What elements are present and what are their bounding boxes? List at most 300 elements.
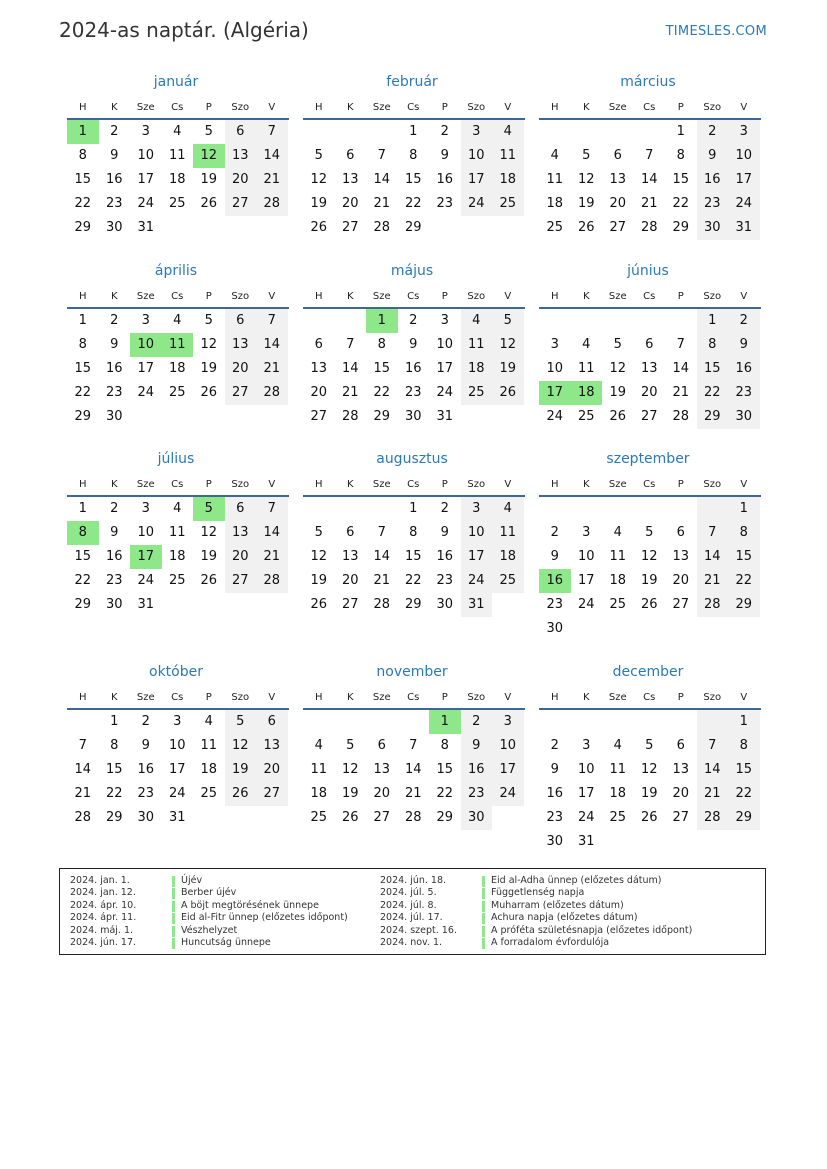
day-cell: 30: [404, 409, 422, 424]
day-cell: 6: [256, 710, 288, 734]
day-cell: 4: [461, 309, 493, 333]
empty-cell: [697, 617, 729, 641]
day-cell: 13: [672, 762, 690, 777]
day-cell: 23: [697, 192, 729, 216]
empty-cell: [303, 497, 335, 521]
legend-marker: [172, 888, 175, 899]
day-cell: 21: [256, 357, 288, 381]
day-cell: 22: [436, 786, 454, 801]
weekday-label: Cs: [171, 478, 184, 490]
weekday-label: Sze: [136, 101, 155, 113]
weekday-label: H: [314, 478, 323, 490]
day-cell: 25: [546, 220, 564, 235]
day-cell: 29: [105, 810, 123, 825]
day-cell: 29: [74, 409, 92, 424]
weekday-label: Szo: [231, 478, 250, 490]
day-cell: 19: [640, 573, 658, 588]
day-cell: 20: [672, 786, 690, 801]
day-cell: 9: [550, 549, 559, 564]
day-cell: 16: [728, 357, 760, 381]
empty-cell: [335, 309, 367, 333]
empty-cell: [571, 309, 603, 333]
day-cell: 11: [200, 738, 218, 753]
day-cell: 7: [697, 734, 729, 758]
weekday-label: K: [346, 691, 354, 703]
empty-cell: [335, 497, 367, 521]
weekday-label: P: [677, 478, 684, 490]
day-grid: [67, 120, 289, 240]
weekday-label: H: [78, 101, 87, 113]
day-cell: 12: [640, 762, 658, 777]
legend-marker: [482, 926, 485, 937]
empty-cell: [492, 593, 524, 617]
empty-cell: [539, 309, 571, 333]
empty-cell: [697, 497, 729, 521]
weekday-label: Szo: [231, 691, 250, 703]
day-cell: 21: [373, 196, 391, 211]
legend-column-right: [380, 875, 692, 949]
day-cell: 18: [168, 361, 186, 376]
day-cell: 14: [256, 144, 288, 168]
weekday-label: Szo: [467, 101, 486, 113]
day-cell: 30: [105, 409, 123, 424]
day-cell: 23: [105, 385, 123, 400]
day-cell: 20: [225, 357, 257, 381]
day-cell: 16: [105, 172, 123, 187]
day-cell: 17: [539, 381, 571, 405]
day-cell: 5: [204, 124, 213, 139]
day-cell: 5: [613, 337, 622, 352]
month-name: február: [386, 74, 438, 90]
day-cell: 12: [492, 333, 524, 357]
legend-marker: [482, 876, 485, 887]
day-cell: 17: [137, 172, 155, 187]
day-cell: 14: [74, 762, 92, 777]
day-cell: 30: [546, 621, 564, 636]
day-cell: 19: [577, 196, 595, 211]
day-grid: [539, 497, 761, 641]
day-cell: 13: [341, 549, 359, 564]
day-cell: 21: [404, 786, 422, 801]
day-cell: 5: [645, 525, 654, 540]
month-name: december: [612, 664, 684, 680]
legend-item: [380, 887, 692, 899]
day-cell: 25: [609, 810, 627, 825]
day-cell: 14: [640, 172, 658, 187]
day-cell: 14: [404, 762, 422, 777]
day-cell: 3: [728, 120, 760, 144]
day-cell: 27: [672, 810, 690, 825]
day-cell: 5: [314, 525, 323, 540]
weekday-label: V: [268, 290, 276, 302]
day-cell: 24: [137, 196, 155, 211]
empty-cell: [256, 216, 288, 240]
day-cell: 25: [168, 385, 186, 400]
weekday-label: Cs: [407, 691, 420, 703]
empty-cell: [728, 617, 760, 641]
weekday-label: P: [205, 101, 212, 113]
weekday-label: V: [740, 478, 748, 490]
day-cell: 1: [676, 124, 685, 139]
month-4: [303, 261, 525, 429]
day-cell: 28: [256, 381, 288, 405]
day-cell: 22: [74, 573, 92, 588]
day-cell: 27: [609, 220, 627, 235]
day-grid: [303, 309, 525, 429]
day-cell: 12: [640, 549, 658, 564]
empty-cell: [162, 216, 194, 240]
day-cell: 17: [137, 361, 155, 376]
day-cell: 26: [341, 810, 359, 825]
day-cell: 17: [168, 762, 186, 777]
day-cell: 1: [110, 714, 119, 729]
day-cell: 19: [609, 385, 627, 400]
legend-name: Muharram (előzetes dátum): [491, 899, 624, 911]
day-cell: 3: [461, 120, 493, 144]
day-cell: 15: [404, 172, 422, 187]
day-grid: [303, 710, 525, 830]
legend-date: 2024. jan. 12.: [70, 887, 136, 899]
day-cell: 12: [200, 337, 218, 352]
day-cell: 29: [672, 220, 690, 235]
day-cell: 7: [645, 148, 654, 163]
weekday-label: K: [346, 478, 354, 490]
month-6: [67, 449, 289, 617]
day-cell: 1: [78, 501, 87, 516]
day-cell: 28: [256, 192, 288, 216]
day-cell: 1: [429, 710, 461, 734]
weekday-label: Cs: [407, 478, 420, 490]
weekday-label: Sze: [372, 691, 391, 703]
legend-item: [380, 875, 692, 887]
empty-cell: [366, 497, 398, 521]
empty-cell: [634, 830, 666, 854]
legend-item: [70, 875, 348, 887]
day-cell: 1: [67, 120, 99, 144]
legend-item: [380, 937, 692, 949]
day-cell: 23: [546, 597, 564, 612]
weekday-label: H: [314, 691, 323, 703]
day-cell: 5: [225, 710, 257, 734]
weekday-header: [539, 96, 761, 120]
day-cell: 6: [645, 337, 654, 352]
day-cell: 5: [582, 148, 591, 163]
month-name: augusztus: [376, 451, 448, 467]
day-cell: 23: [105, 196, 123, 211]
day-cell: 16: [546, 786, 564, 801]
day-cell: 19: [640, 786, 658, 801]
day-cell: 9: [461, 734, 493, 758]
day-cell: 16: [461, 758, 493, 782]
day-cell: 30: [436, 597, 454, 612]
day-cell: 28: [640, 220, 658, 235]
day-cell: 17: [577, 786, 595, 801]
day-cell: 18: [461, 357, 493, 381]
weekday-header: [303, 285, 525, 309]
day-cell: 3: [141, 124, 150, 139]
day-cell: 9: [440, 148, 449, 163]
empty-cell: [429, 216, 461, 240]
day-cell: 13: [310, 361, 328, 376]
legend-date: 2024. nov. 1.: [380, 936, 443, 948]
day-cell: 9: [110, 337, 119, 352]
day-cell: 8: [440, 738, 449, 753]
legend-date: 2024. jún. 18.: [380, 875, 447, 886]
weekday-label: P: [441, 478, 448, 490]
day-cell: 24: [577, 810, 595, 825]
empty-cell: [634, 120, 666, 144]
day-cell: 17: [461, 545, 493, 569]
day-cell: 14: [697, 545, 729, 569]
day-cell: 12: [609, 361, 627, 376]
day-cell: 6: [613, 148, 622, 163]
day-cell: 3: [582, 738, 591, 753]
day-cell: 3: [461, 497, 493, 521]
day-cell: 9: [697, 144, 729, 168]
day-cell: 26: [609, 409, 627, 424]
empty-cell: [665, 710, 697, 734]
day-cell: 6: [225, 309, 257, 333]
day-cell: 16: [105, 549, 123, 564]
weekday-label: Cs: [643, 101, 656, 113]
day-cell: 3: [440, 313, 449, 328]
day-cell: 13: [225, 521, 257, 545]
day-cell: 22: [697, 381, 729, 405]
day-cell: 18: [168, 549, 186, 564]
day-cell: 25: [168, 196, 186, 211]
empty-cell: [67, 710, 99, 734]
empty-cell: [225, 593, 257, 617]
day-cell: 18: [609, 786, 627, 801]
weekday-label: V: [268, 691, 276, 703]
empty-cell: [602, 617, 634, 641]
day-cell: 9: [110, 525, 119, 540]
day-cell: 13: [640, 361, 658, 376]
day-cell: 4: [173, 501, 182, 516]
month-name: november: [376, 664, 448, 680]
day-cell: 21: [74, 786, 92, 801]
day-cell: 7: [78, 738, 87, 753]
day-cell: 19: [200, 172, 218, 187]
day-cell: 12: [310, 172, 328, 187]
month-name: március: [620, 74, 676, 90]
day-cell: 21: [256, 168, 288, 192]
empty-cell: [665, 830, 697, 854]
day-cell: 5: [204, 313, 213, 328]
legend-date: 2024. máj. 1.: [70, 924, 134, 936]
day-cell: 10: [546, 361, 564, 376]
weekday-label: Sze: [608, 478, 627, 490]
day-cell: 25: [168, 573, 186, 588]
day-cell: 10: [137, 525, 155, 540]
weekday-label: K: [110, 101, 118, 113]
weekday-label: Sze: [136, 478, 155, 490]
day-cell: 9: [440, 525, 449, 540]
day-cell: 16: [137, 762, 155, 777]
day-cell: 16: [697, 168, 729, 192]
legend-marker: [172, 901, 175, 912]
day-cell: 14: [373, 172, 391, 187]
month-name: január: [153, 74, 199, 90]
day-cell: 23: [461, 782, 493, 806]
day-cell: 21: [697, 782, 729, 806]
empty-cell: [728, 830, 760, 854]
day-cell: 31: [728, 216, 760, 240]
empty-cell: [335, 120, 367, 144]
legend-column-left: [70, 875, 348, 949]
day-cell: 4: [613, 738, 622, 753]
month-3: [67, 261, 289, 429]
day-cell: 12: [200, 525, 218, 540]
weekday-header: [67, 686, 289, 710]
day-cell: 1: [728, 497, 760, 521]
day-cell: 2: [697, 120, 729, 144]
day-cell: 2: [550, 525, 559, 540]
month-name: július: [157, 451, 195, 467]
day-cell: 4: [492, 120, 524, 144]
day-cell: 16: [436, 549, 454, 564]
day-cell: 27: [225, 569, 257, 593]
legend-marker: [172, 926, 175, 937]
day-cell: 8: [676, 148, 685, 163]
day-cell: 1: [697, 309, 729, 333]
weekday-label: Sze: [608, 101, 627, 113]
day-cell: 11: [609, 549, 627, 564]
day-cell: 27: [225, 192, 257, 216]
day-cell: 15: [74, 172, 92, 187]
day-cell: 24: [546, 409, 564, 424]
month-name: szeptember: [606, 451, 690, 467]
day-cell: 10: [492, 734, 524, 758]
day-cell: 22: [74, 385, 92, 400]
day-cell: 12: [310, 549, 328, 564]
legend-date: 2024. szept. 16.: [380, 924, 457, 936]
day-cell: 8: [78, 148, 87, 163]
legend-marker: [172, 876, 175, 887]
day-cell: 23: [137, 786, 155, 801]
month-name: október: [149, 664, 203, 680]
day-cell: 25: [609, 597, 627, 612]
month-10: [303, 662, 525, 830]
weekday-header: [303, 473, 525, 497]
day-cell: 3: [141, 501, 150, 516]
empty-cell: [303, 120, 335, 144]
day-cell: 5: [492, 309, 524, 333]
day-cell: 18: [609, 573, 627, 588]
day-cell: 10: [577, 762, 595, 777]
day-cell: 10: [461, 521, 493, 545]
day-cell: 17: [461, 168, 493, 192]
day-cell: 24: [461, 192, 493, 216]
legend-name: Vészhelyzet: [181, 924, 238, 936]
day-cell: 16: [105, 361, 123, 376]
brand-link[interactable]: TIMESLES.COM: [665, 24, 767, 39]
day-cell: 12: [193, 144, 225, 168]
weekday-label: V: [504, 101, 512, 113]
day-cell: 15: [728, 758, 760, 782]
day-grid: [67, 309, 289, 429]
day-cell: 6: [225, 120, 257, 144]
day-cell: 18: [310, 786, 328, 801]
empty-cell: [366, 710, 398, 734]
day-cell: 20: [341, 573, 359, 588]
day-cell: 14: [373, 549, 391, 564]
day-cell: 13: [256, 734, 288, 758]
weekday-label: K: [346, 290, 354, 302]
weekday-label: Sze: [372, 478, 391, 490]
day-cell: 26: [640, 597, 658, 612]
day-cell: 13: [225, 333, 257, 357]
weekday-label: H: [314, 290, 323, 302]
day-cell: 31: [436, 409, 454, 424]
empty-cell: [539, 497, 571, 521]
legend-date: 2024. júl. 5.: [380, 887, 437, 899]
day-cell: 15: [404, 549, 422, 564]
day-cell: 7: [256, 120, 288, 144]
weekday-label: K: [110, 478, 118, 490]
legend-marker: [482, 901, 485, 912]
day-cell: 1: [728, 710, 760, 734]
day-cell: 8: [409, 148, 418, 163]
day-cell: 4: [550, 148, 559, 163]
weekday-label: Cs: [643, 290, 656, 302]
day-cell: 28: [404, 810, 422, 825]
day-cell: 10: [577, 549, 595, 564]
day-cell: 25: [461, 381, 493, 405]
empty-cell: [366, 120, 398, 144]
day-cell: 2: [110, 313, 119, 328]
weekday-label: H: [550, 101, 559, 113]
day-cell: 21: [697, 569, 729, 593]
empty-cell: [225, 405, 257, 429]
empty-cell: [634, 309, 666, 333]
day-cell: 14: [341, 361, 359, 376]
day-cell: 29: [74, 220, 92, 235]
day-cell: 15: [697, 357, 729, 381]
day-cell: 4: [314, 738, 323, 753]
day-cell: 2: [141, 714, 150, 729]
weekday-label: Szo: [467, 478, 486, 490]
weekday-label: Szo: [231, 290, 250, 302]
day-cell: 30: [728, 405, 760, 429]
legend-date: 2024. júl. 8.: [380, 899, 437, 911]
day-cell: 30: [461, 806, 493, 830]
day-cell: 18: [571, 381, 603, 405]
day-cell: 18: [492, 168, 524, 192]
day-cell: 22: [74, 196, 92, 211]
weekday-label: V: [268, 101, 276, 113]
weekday-header: [67, 473, 289, 497]
legend-name: Huncutság ünnepe: [181, 936, 271, 948]
month-11: [539, 662, 761, 854]
day-cell: 11: [310, 762, 328, 777]
day-cell: 28: [373, 597, 391, 612]
legend-item: [70, 912, 348, 924]
day-cell: 13: [373, 762, 391, 777]
day-cell: 5: [645, 738, 654, 753]
day-cell: 29: [697, 405, 729, 429]
empty-cell: [492, 405, 524, 429]
day-cell: 28: [672, 409, 690, 424]
weekday-label: P: [205, 691, 212, 703]
day-cell: 15: [373, 361, 391, 376]
empty-cell: [665, 617, 697, 641]
day-cell: 15: [728, 545, 760, 569]
day-cell: 24: [492, 782, 524, 806]
day-cell: 10: [168, 738, 186, 753]
day-cell: 24: [137, 385, 155, 400]
weekday-label: Cs: [171, 101, 184, 113]
